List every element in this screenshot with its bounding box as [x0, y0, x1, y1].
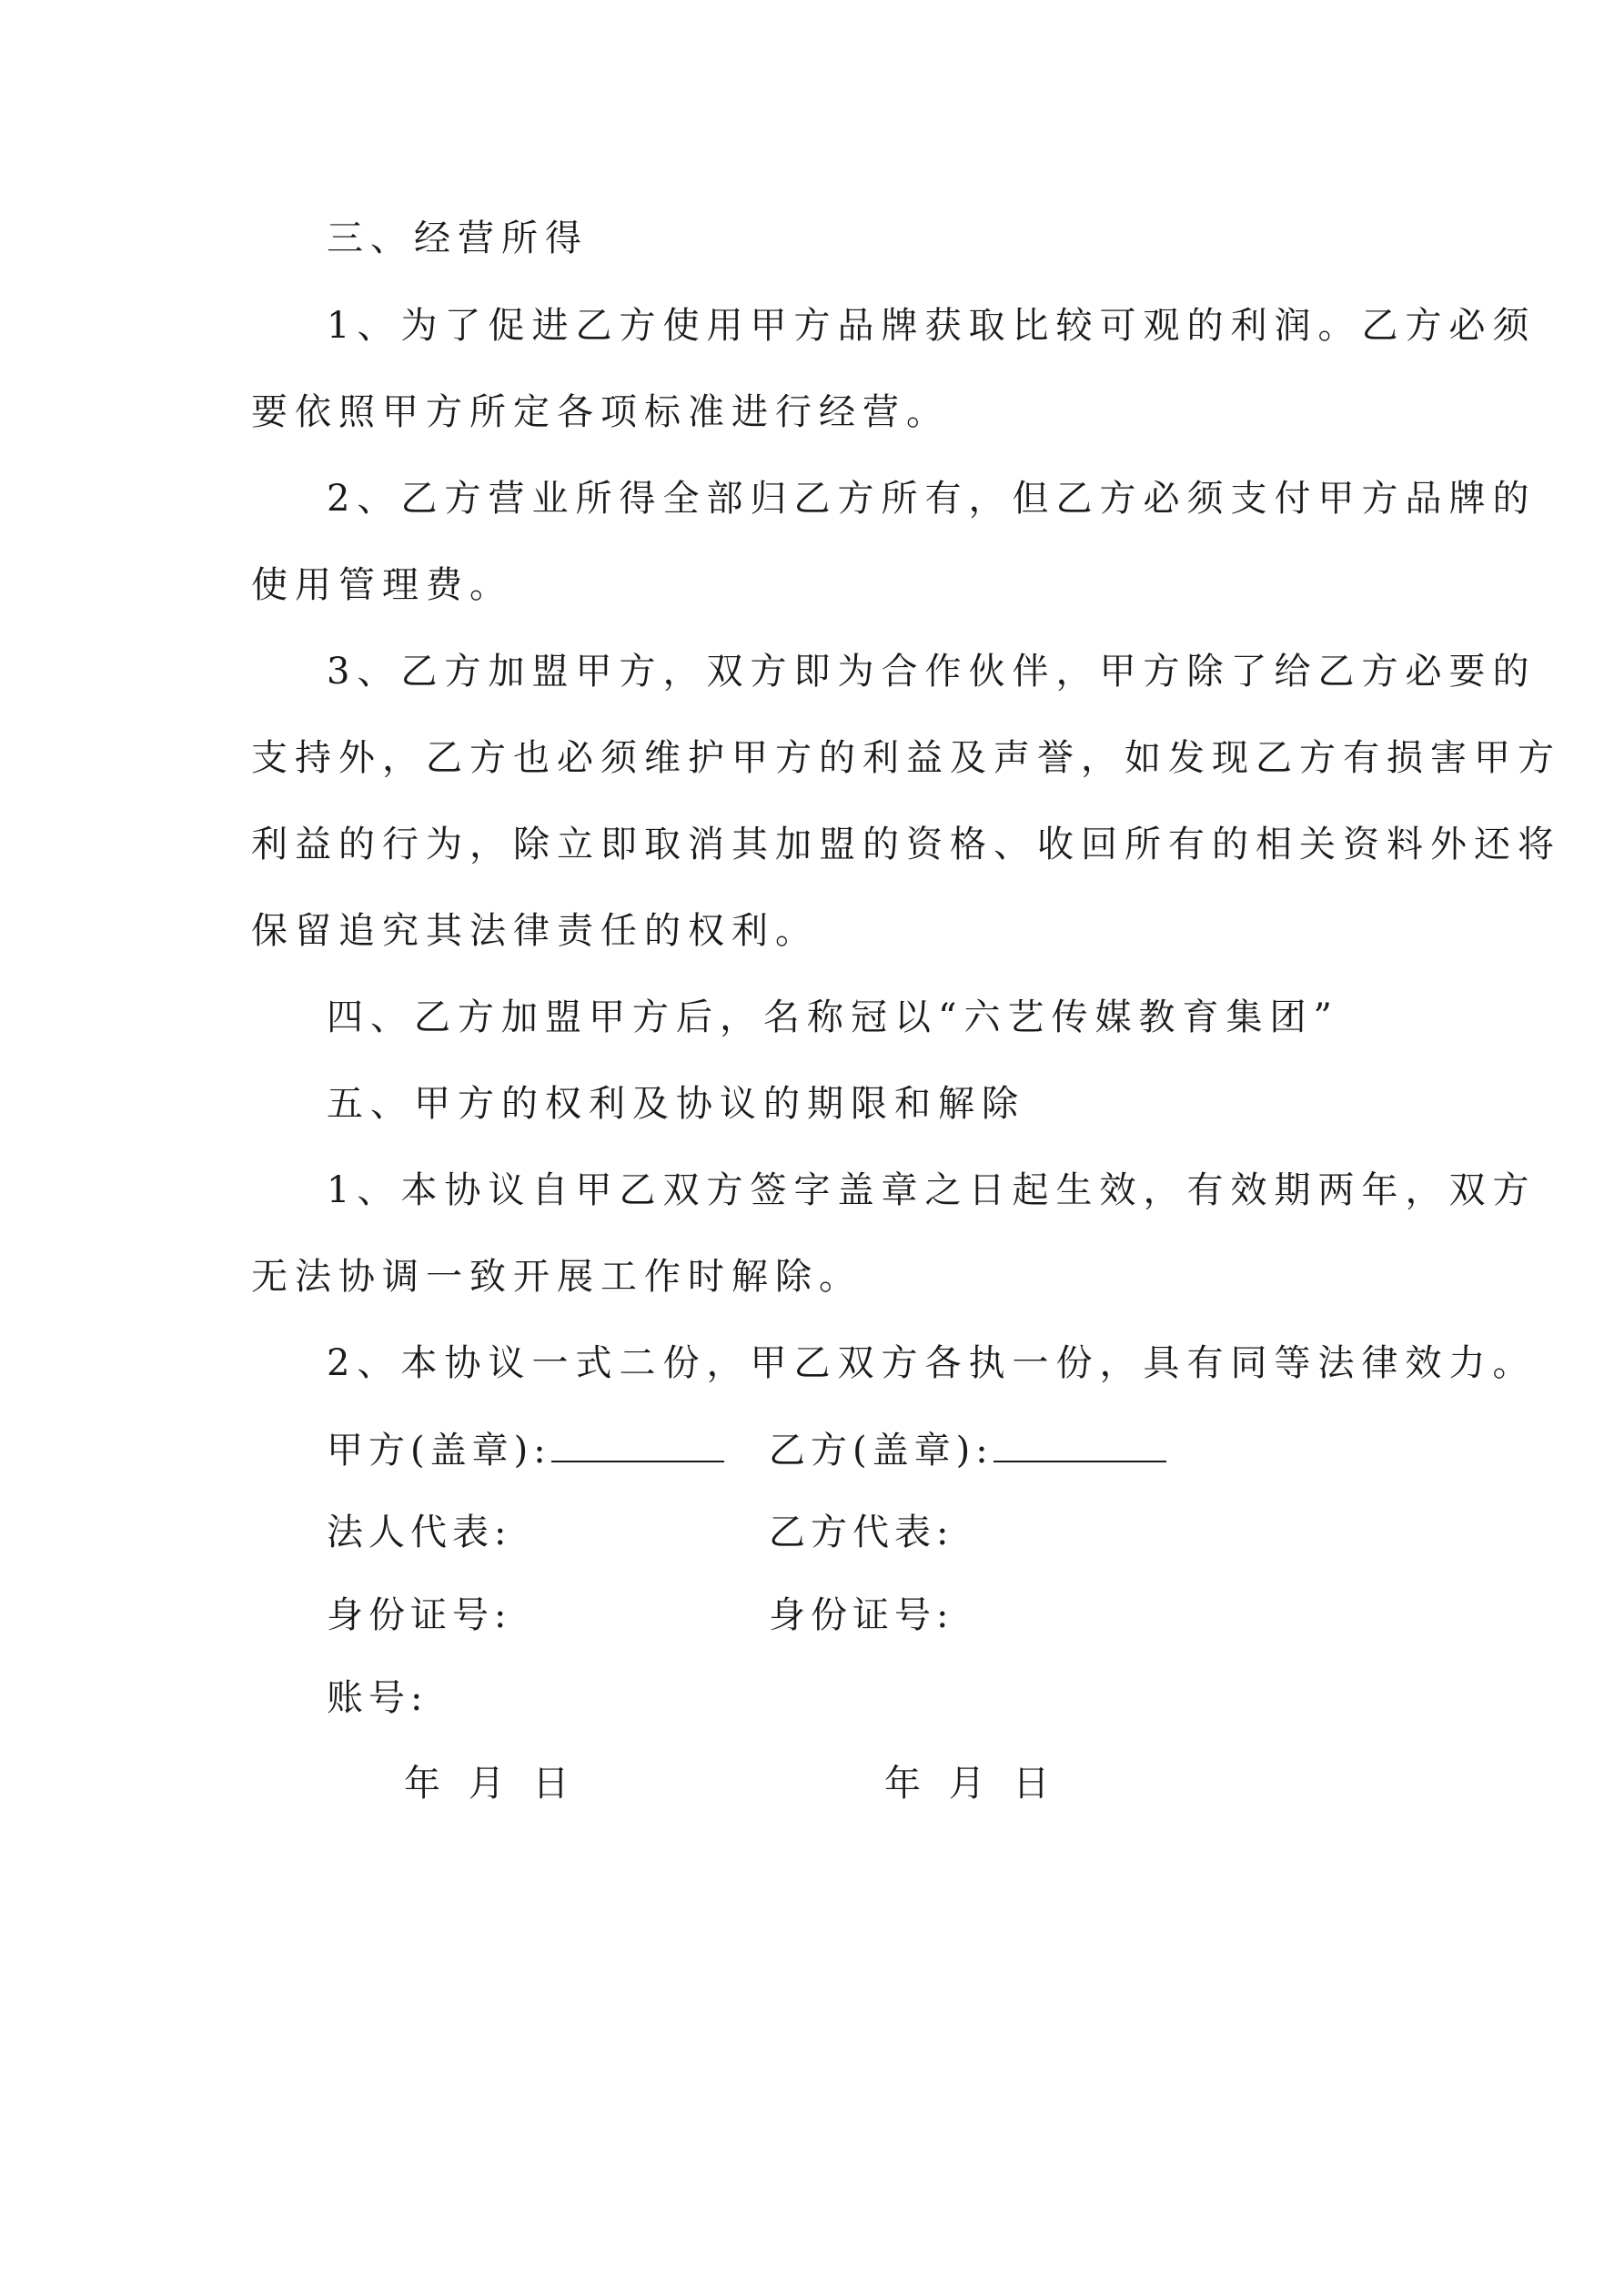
- date-left: 年 月 日: [404, 1763, 570, 1805]
- section-5-heading: 五、甲方的权利及协议的期限和解除: [327, 1083, 1025, 1125]
- party-b-rep-label: 乙方代表:: [769, 1512, 954, 1553]
- party-b-id-label: 身份证号:: [769, 1594, 954, 1636]
- section-3-item-3-line-3: 利益的行为，除立即取消其加盟的资格、收回所有的相关资料外还将: [251, 824, 1561, 865]
- party-a-rep-label: 法人代表:: [327, 1512, 512, 1553]
- party-a-seal-row: [327, 1428, 724, 1472]
- section-3-item-3-line-4: 保留追究其法律责任的权利。: [251, 910, 819, 952]
- party-b-seal-blank: [994, 1428, 1166, 1462]
- party-a-seal-blank: [551, 1428, 724, 1462]
- section-5-item-2-line-1: 2、本协议一式二份，甲乙双方各执一份，具有同等法律效力。: [327, 1342, 1537, 1384]
- section-3-heading: 三、经营所得: [327, 217, 589, 259]
- section-3-item-1-line-2: 要依照甲方所定各项标准进行经营。: [251, 391, 950, 433]
- section-3-item-2-line-1: 2、乙方营业所得全部归乙方所有，但乙方必须支付甲方品牌的: [327, 478, 1537, 520]
- section-4: 四、乙方加盟甲方后，名称冠以“六艺传媒教育集团”: [327, 996, 1339, 1038]
- section-3-item-2-line-2: 使用管理费。: [251, 564, 513, 606]
- party-a-seal-label: 甲方(盖章):: [327, 1430, 551, 1472]
- section-3-item-3-line-1: 3、乙方加盟甲方，双方即为合作伙伴，甲方除了给乙方必要的: [327, 651, 1537, 693]
- section-5-item-1-line-1: 1、本协议自甲乙双方签字盖章之日起生效，有效期两年，双方: [327, 1169, 1537, 1211]
- date-right: 年 月 日: [884, 1763, 1050, 1805]
- party-a-id-label: 身份证号:: [327, 1594, 512, 1636]
- account-label: 账号:: [327, 1677, 429, 1719]
- section-3-item-1-line-1: 1、为了促进乙方使用甲方品牌获取比较可观的利润。乙方必须: [327, 305, 1537, 347]
- section-5-item-1-line-2: 无法协调一致开展工作时解除。: [251, 1256, 862, 1298]
- party-b-seal-row: [769, 1428, 1166, 1472]
- party-b-seal-label: 乙方(盖章):: [769, 1430, 994, 1472]
- section-3-item-3-line-2: 支持外，乙方也必须维护甲方的利益及声誉，如发现乙方有损害甲方: [251, 737, 1561, 779]
